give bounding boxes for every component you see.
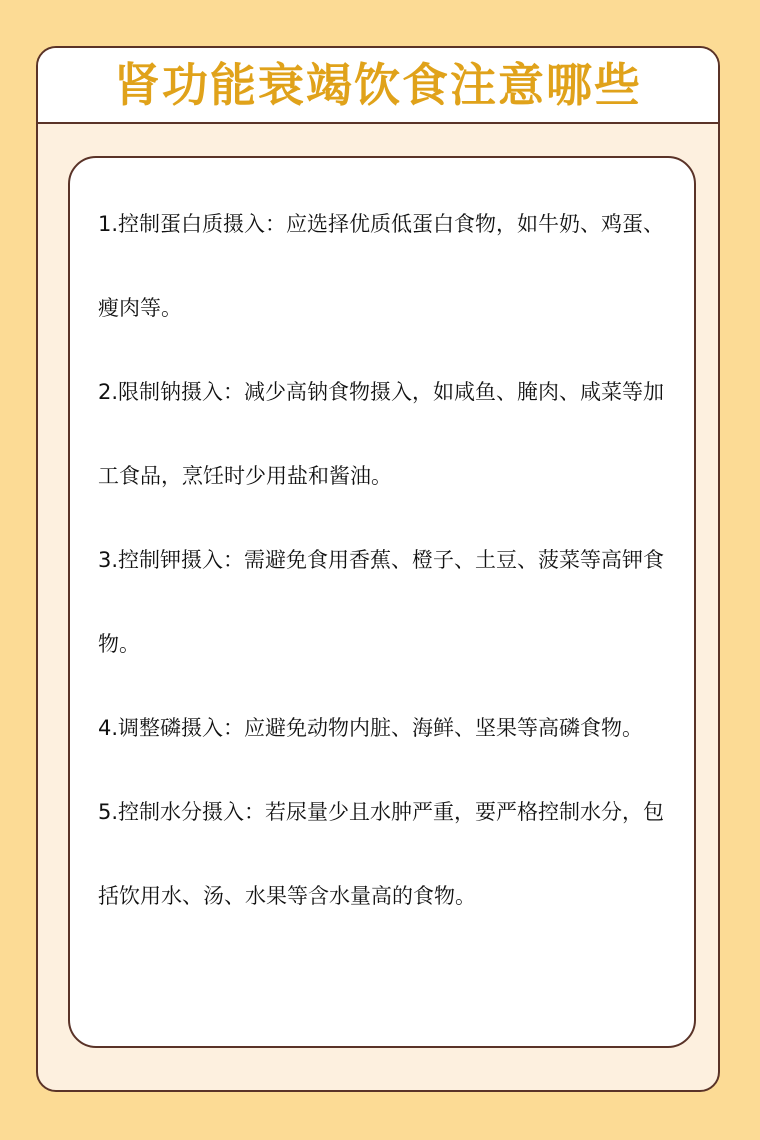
tip-sodium: 2.限制钠摄入：减少高钠食物摄入，如咸鱼、腌肉、咸菜等加工食品，烹饪时少用盐和酱油。	[98, 380, 665, 488]
title-bar	[38, 48, 718, 124]
content-card	[68, 156, 696, 1048]
tip-potassium: 3.控制钾摄入：需避免食用香蕉、橙子、土豆、菠菜等高钾食物。	[98, 548, 665, 656]
tip-protein: 1.控制蛋白质摄入：应选择优质低蛋白食物，如牛奶、鸡蛋、瘦肉等。	[98, 212, 665, 320]
tips-list	[98, 182, 674, 938]
page-title: 肾功能衰竭饮食注意哪些	[114, 58, 642, 112]
tip-water: 5.控制水分摄入：若尿量少且水肿严重，要严格控制水分，包括饮用水、汤、水果等含水量高的食物。	[98, 800, 665, 908]
tip-phosphorus: 4.调整磷摄入：应避免动物内脏、海鲜、坚果等高磷食物。	[98, 716, 644, 740]
article-card	[36, 46, 720, 1092]
